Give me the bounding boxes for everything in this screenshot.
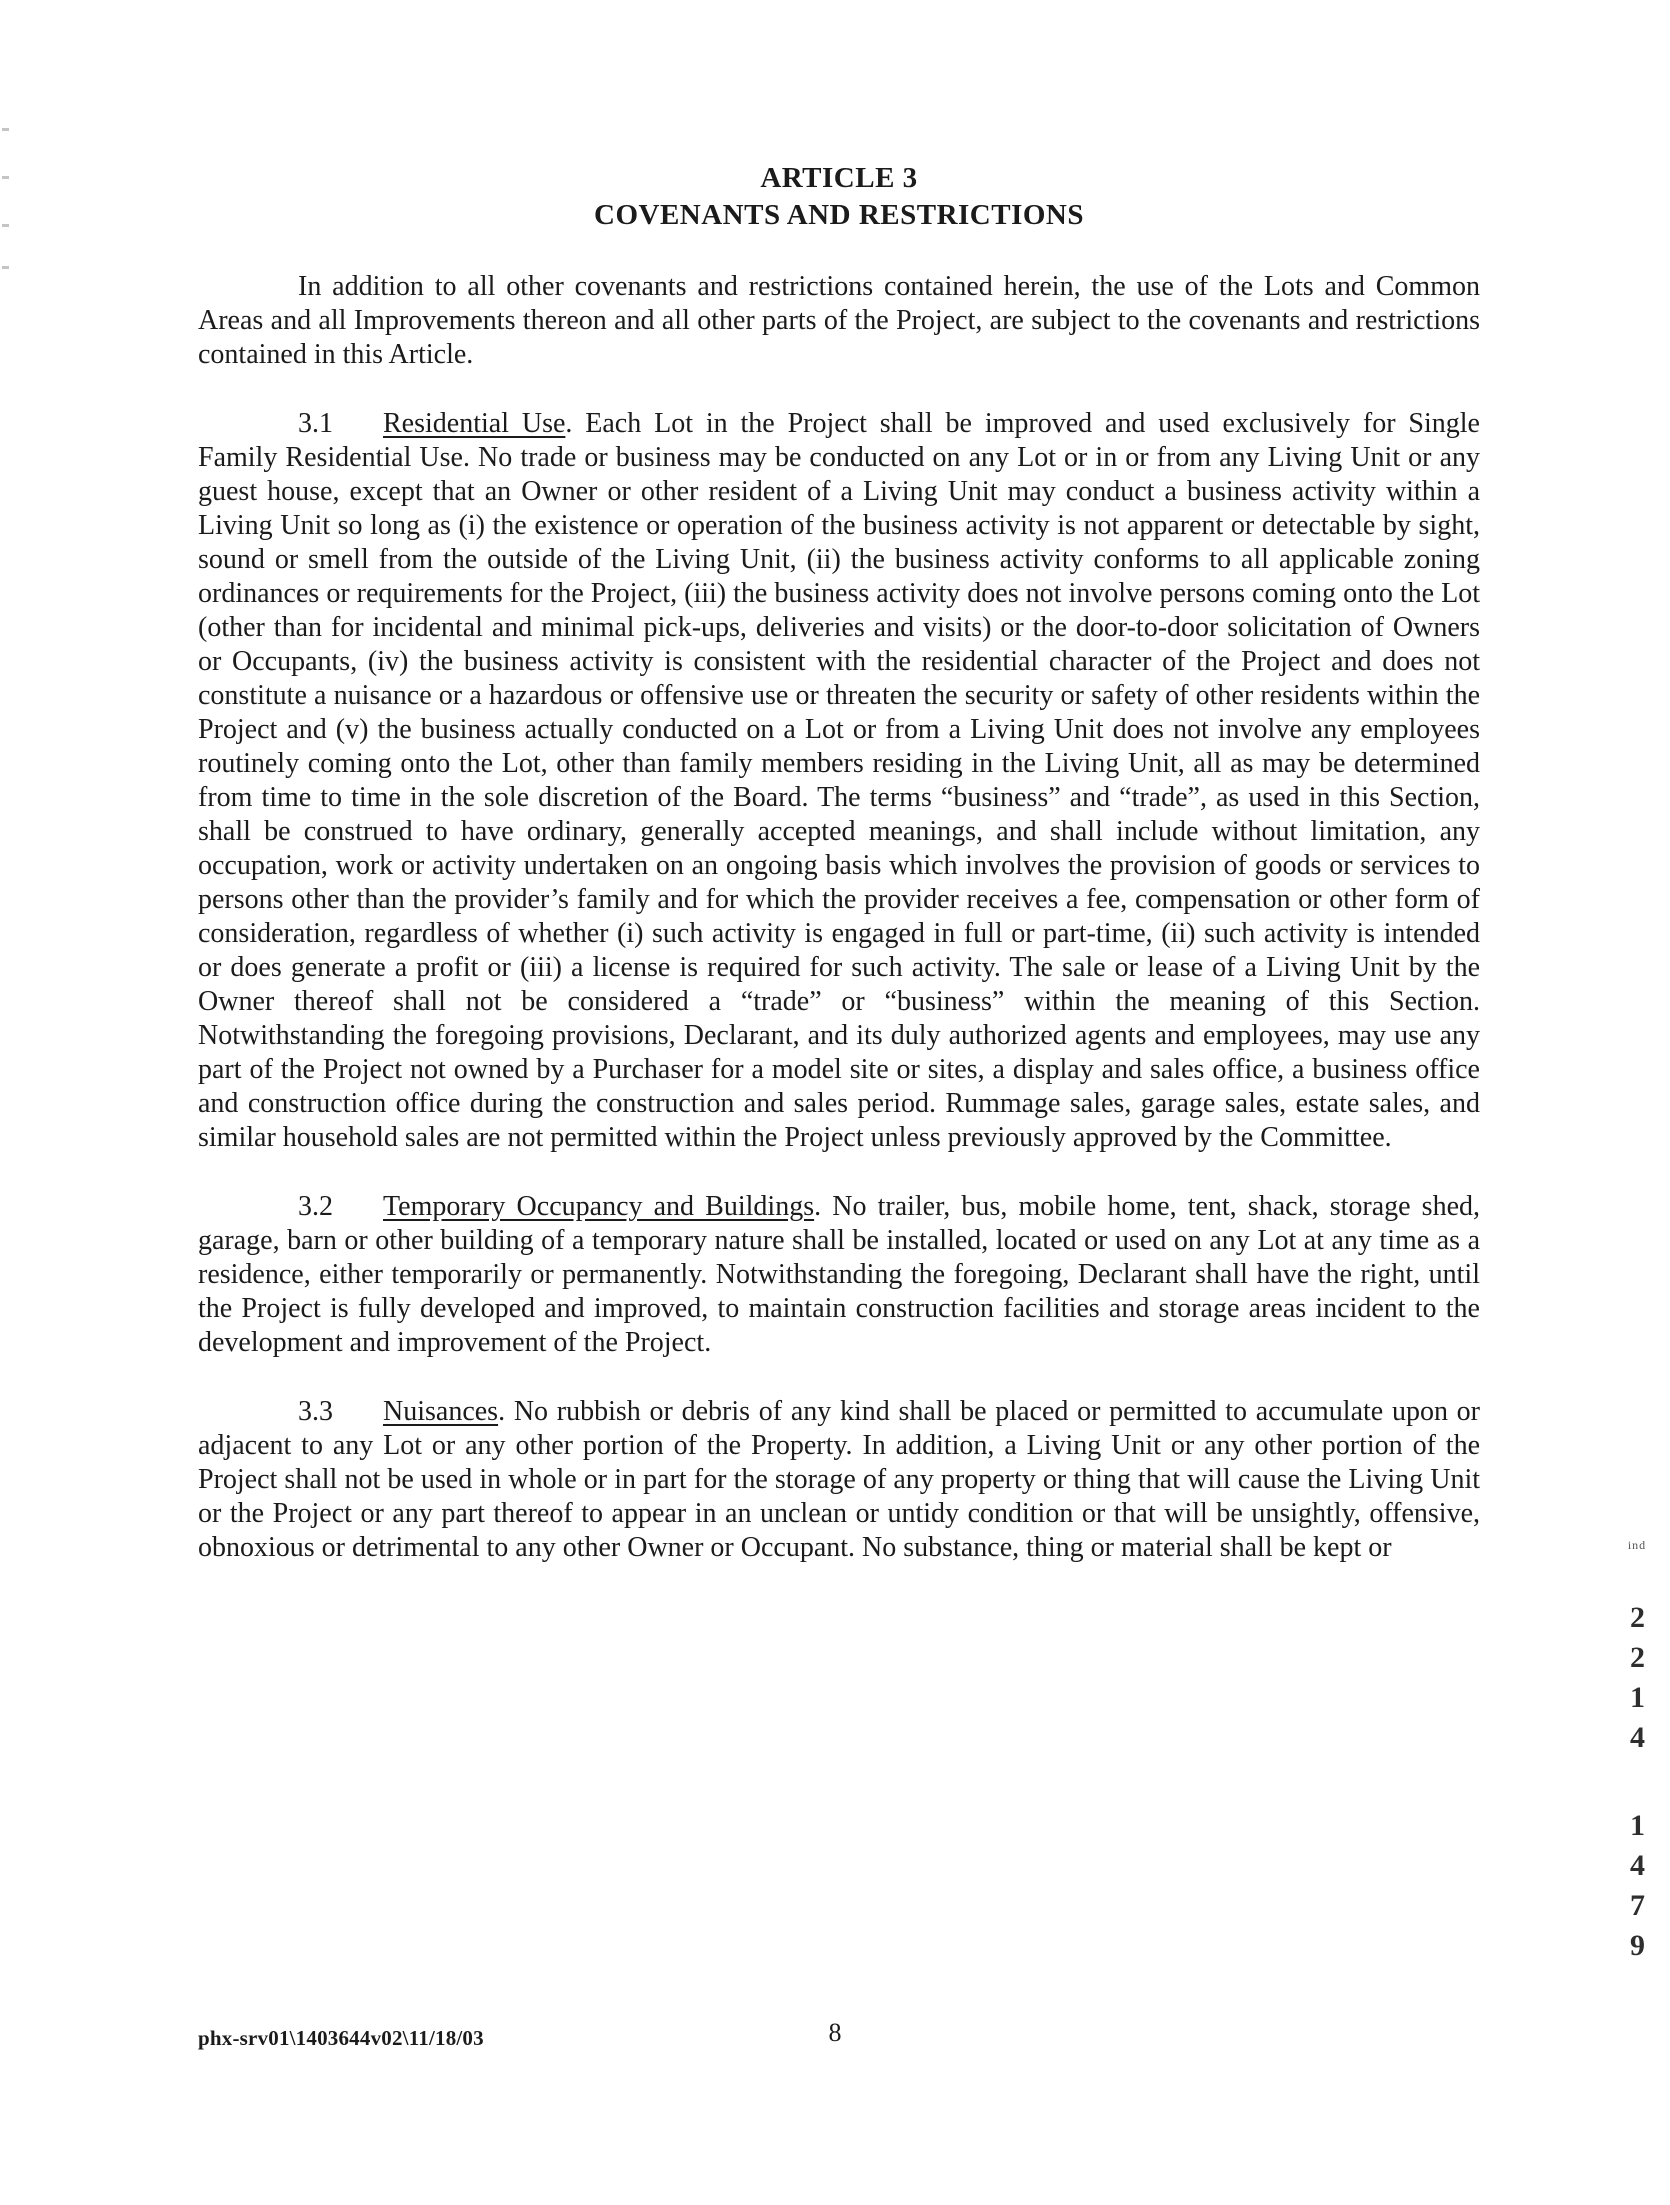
section-number: 3.1 (298, 408, 333, 439)
heading-period: . (814, 1191, 822, 1222)
margin-stamp (1620, 1538, 1654, 1969)
document-body (198, 160, 1480, 1565)
intro-paragraph: In addition to all other covenants and restrictions contained herein, the use of the Lots and Common Areas and all Improvements thereon and all other parts of the Project, are subject to the covenants and restrictions contained in this Article. (198, 271, 1480, 370)
scan-artifact (2, 266, 9, 269)
scan-artifact (2, 224, 9, 227)
heading-period: . (565, 408, 573, 439)
section-heading: Temporary Occupancy and Buildings (383, 1191, 815, 1222)
article-title-block (198, 160, 1480, 234)
spacer (198, 234, 1480, 270)
heading-period: . (498, 1396, 506, 1427)
scan-artifact (2, 176, 9, 179)
section-body: Each Lot in the Project shall be improved and used exclusively for Single Family Residential Use. No trade or business may be conducted on any Lot or in or from any Living Unit or any guest house, except that an Owner or other resident of a Living Unit may conduct a business activity within a Living Unit so long as (i) the existence or operation of the business activity is not apparent or detectable by sight, sound or smell from the outside of the Living Unit, (ii) the business activity conforms to all applicable zoning ordinances or requirements for the Project, (iii) the business activity does not involve persons coming onto the Lot (other than for incidental and minimal pick-ups, deliveries and visits) or the door-to-door solicitation of Owners or Occupants, (iv) the business activity is consistent with the residential character of the Project and does not constitute a nuisance or a hazardous or offensive use or threaten the security or safety of other residents within the Project and (v) the business actually conducted on a Lot or from a Living Unit does not involve any employees routinely coming onto the Lot, other than family members residing in the Living Unit, all as may be determined from time to time in the sole discretion of the Board. The terms “business” and “trade”, as used in this Section, shall be construed to have ordinary, generally accepted meanings, and shall include without limitation, any occupation, work or activity undertaken on an ongoing basis which involves the provision of goods or services to persons other than the provider’s family and for which the provider receives a fee, compensation or other form of consideration, regardless of whether (i) such activity is engaged in full or part-time, (ii) such activity is intended or does generate a profit or (iii) a license is required for such activity. The sale or lease of a Living Unit by the Owner thereof shall not be considered a “trade” or “business” within the meaning of this Section. Notwithstanding the foregoing provisions, Declarant, and its duly authorized agents and employees, may use any part of the Project not owned by a Purchaser for a model site or sites, a display and sales office, a business office and construction office during the construction and sales period. Rummage sales, garage sales, estate sales, and similar household sales are not permitted within the Project unless previously approved by the Committee. (198, 408, 1480, 1153)
stamp-number-2: 1479 (1621, 1809, 1654, 1969)
footer-page-number: 8 (828, 2018, 842, 2047)
stamp-mark: ind (1627, 1538, 1647, 1552)
section-3-3 (198, 1395, 1480, 1565)
section-3-1 (198, 407, 1480, 1155)
section-heading: Nuisances (383, 1396, 499, 1427)
scan-artifact (2, 128, 9, 131)
article-title: ARTICLE 3 (760, 162, 918, 194)
stamp-number-1: 2214 (1621, 1601, 1654, 1761)
section-heading: Residential Use (383, 408, 566, 439)
footer-doc-id: phx-srv01\1403644v02\11/18/03 (198, 2026, 484, 2050)
section-3-2 (198, 1190, 1480, 1360)
section-body: No rubbish or debris of any kind shall be placed or permitted to accumulate upon or adjacent to any Lot or any other portion of the Property. In addition, a Living Unit or any other portion of the Project shall not be used in whole or in part for the storage of any property or thing that will cause the Living Unit or the Project or any part thereof to appear in an unclean or untidy condition or that will be unsightly, offensive, obnoxious or detrimental to any other Owner or Occupant. No substance, thing or material shall be kept or (198, 1396, 1481, 1563)
section-number: 3.2 (298, 1191, 333, 1222)
section-number: 3.3 (298, 1396, 333, 1427)
article-subtitle: COVENANTS AND RESTRICTIONS (594, 199, 1084, 231)
section-body: No trailer, bus, mobile home, tent, shack, storage shed, garage, barn or other building of a temporary nature shall be installed, located or used on any Lot at any time as a residence, either temporarily or permanently. Notwithstanding the foregoing, Declarant shall have the right, until the Project is fully developed and improved, to maintain construction facilities and storage areas incident to the development and improvement of the Project. (198, 1191, 1481, 1358)
